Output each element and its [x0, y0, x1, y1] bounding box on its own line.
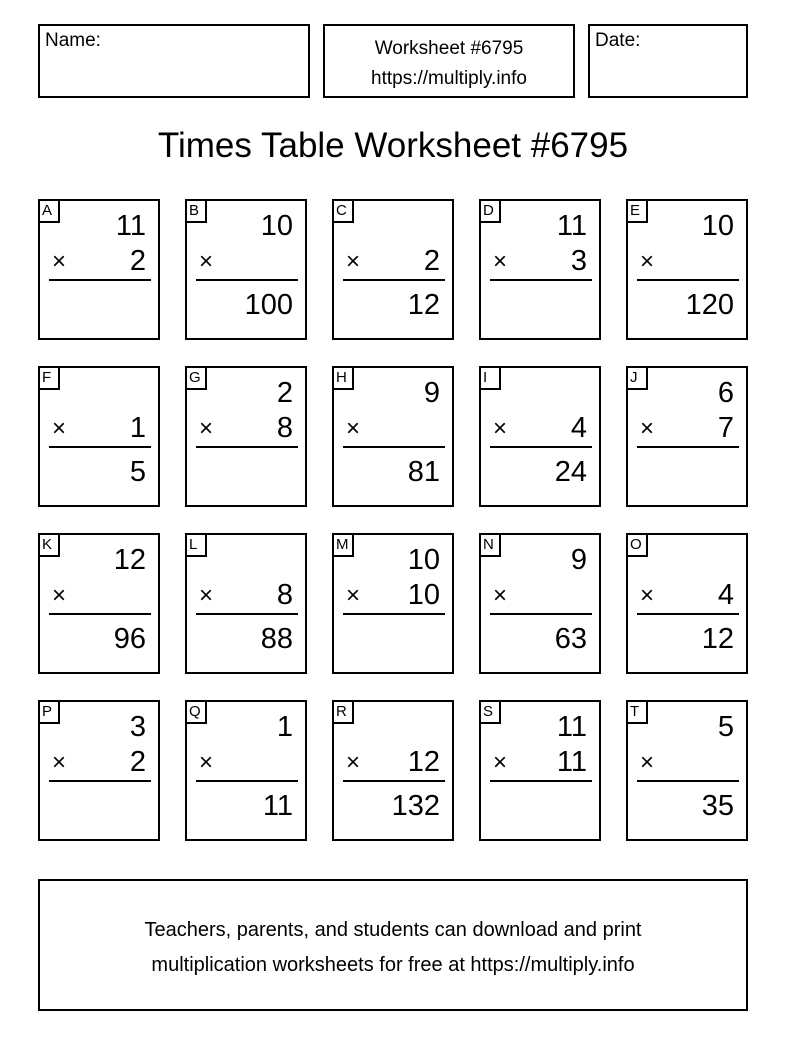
problem-a [38, 199, 160, 340]
times-sign: × [52, 582, 67, 609]
name-field-box[interactable] [38, 24, 310, 98]
problem-letter: L [187, 535, 207, 557]
multiplier: 2 [423, 245, 440, 277]
problem-letter: A [40, 201, 60, 223]
multiplicand: 10 [260, 210, 293, 242]
page-title: Times Table Worksheet #6795 [157, 126, 629, 165]
multiplier: 8 [276, 579, 293, 611]
problem-k [38, 533, 160, 674]
multiplicand: 11 [115, 210, 146, 242]
times-sign: × [493, 749, 508, 776]
answer-rule [343, 446, 445, 448]
multiplicand: 9 [423, 377, 440, 409]
problem-n [479, 533, 601, 674]
multiplicand: 3 [129, 711, 146, 743]
answer-rule [343, 780, 445, 782]
problem-m [332, 533, 454, 674]
answer-rule [196, 446, 298, 448]
times-sign: × [640, 415, 655, 442]
problem-t [626, 700, 748, 841]
times-sign: × [493, 415, 508, 442]
problem-letter: T [628, 702, 648, 724]
problem-h [332, 366, 454, 507]
product: 132 [391, 790, 440, 822]
answer-rule [49, 446, 151, 448]
product: 11 [262, 790, 293, 822]
answer-rule [490, 613, 592, 615]
times-sign: × [199, 415, 214, 442]
answer-rule [196, 613, 298, 615]
times-sign: × [346, 415, 361, 442]
problem-j [626, 366, 748, 507]
answer-rule [637, 613, 739, 615]
worksheet-id-box [323, 24, 575, 98]
problem-c [332, 199, 454, 340]
multiplier: 3 [570, 245, 587, 277]
times-sign: × [493, 248, 508, 275]
answer-rule [343, 613, 445, 615]
problem-letter: P [40, 702, 60, 724]
multiplicand: 1 [276, 711, 293, 743]
times-sign: × [346, 749, 361, 776]
answer-rule [490, 279, 592, 281]
answer-rule [49, 279, 151, 281]
problem-b [185, 199, 307, 340]
problem-s [479, 700, 601, 841]
worksheet-number: Worksheet #6795 [374, 38, 524, 59]
product: 120 [685, 289, 734, 321]
answer-rule [196, 279, 298, 281]
problem-l [185, 533, 307, 674]
answer-rule [343, 279, 445, 281]
product: 35 [701, 790, 734, 822]
answer-rule [637, 446, 739, 448]
multiplicand: 5 [717, 711, 734, 743]
multiplicand: 6 [717, 377, 734, 409]
multiplier: 2 [129, 245, 146, 277]
product: 5 [129, 456, 146, 488]
multiplicand: 11 [556, 210, 587, 242]
problem-letter: R [334, 702, 354, 724]
footer-line-1: Teachers, parents, and students can download and print [144, 919, 642, 941]
problem-i [479, 366, 601, 507]
problem-o [626, 533, 748, 674]
problem-letter: Q [187, 702, 207, 724]
problem-r [332, 700, 454, 841]
product: 12 [701, 623, 734, 655]
times-sign: × [52, 749, 67, 776]
problem-letter: J [628, 368, 648, 390]
answer-rule [196, 780, 298, 782]
product: 100 [244, 289, 293, 321]
product: 24 [554, 456, 587, 488]
problem-letter: O [628, 535, 648, 557]
multiplier: 12 [407, 746, 440, 778]
product: 96 [113, 623, 146, 655]
problem-p [38, 700, 160, 841]
multiplicand: 10 [701, 210, 734, 242]
problem-e [626, 199, 748, 340]
problem-letter: F [40, 368, 60, 390]
answer-rule [490, 780, 592, 782]
problem-letter: M [334, 535, 354, 557]
product: 81 [407, 456, 440, 488]
problem-letter: B [187, 201, 207, 223]
problem-letter: I [481, 368, 501, 390]
multiplier: 2 [129, 746, 146, 778]
times-sign: × [52, 415, 67, 442]
times-sign: × [640, 248, 655, 275]
answer-rule [49, 780, 151, 782]
footer-line-2: multiplication worksheets for free at https://multiply.info [151, 954, 635, 976]
product: 88 [260, 623, 293, 655]
problem-g [185, 366, 307, 507]
multiplier: 8 [276, 412, 293, 444]
problem-letter: K [40, 535, 60, 557]
times-sign: × [199, 582, 214, 609]
worksheet-url: https://multiply.info [371, 68, 527, 89]
product: 12 [407, 289, 440, 321]
multiplicand: 12 [113, 544, 146, 576]
multiplicand: 9 [570, 544, 587, 576]
multiplicand: 11 [556, 711, 587, 743]
multiplier: 10 [407, 579, 440, 611]
times-sign: × [493, 582, 508, 609]
times-sign: × [640, 582, 655, 609]
multiplier: 11 [556, 746, 587, 778]
name-label: Name: [45, 30, 101, 51]
times-sign: × [52, 248, 67, 275]
footer-box [38, 879, 748, 1011]
problem-q [185, 700, 307, 841]
multiplier: 1 [129, 412, 146, 444]
problem-letter: H [334, 368, 354, 390]
answer-rule [49, 613, 151, 615]
problem-letter: D [481, 201, 501, 223]
answer-rule [637, 279, 739, 281]
multiplier: 7 [717, 412, 734, 444]
multiplier: 4 [570, 412, 587, 444]
answer-rule [637, 780, 739, 782]
times-sign: × [346, 248, 361, 275]
problem-f [38, 366, 160, 507]
times-sign: × [199, 749, 214, 776]
multiplicand: 2 [276, 377, 293, 409]
problem-letter: G [187, 368, 207, 390]
answer-rule [490, 446, 592, 448]
date-label: Date: [595, 30, 641, 51]
date-field-box[interactable] [588, 24, 748, 98]
problem-letter: E [628, 201, 648, 223]
problem-letter: S [481, 702, 501, 724]
problem-letter: C [334, 201, 354, 223]
times-sign: × [640, 749, 655, 776]
multiplicand: 10 [407, 544, 440, 576]
times-sign: × [346, 582, 361, 609]
problem-d [479, 199, 601, 340]
product: 63 [554, 623, 587, 655]
multiplier: 4 [717, 579, 734, 611]
times-sign: × [199, 248, 214, 275]
problem-letter: N [481, 535, 501, 557]
